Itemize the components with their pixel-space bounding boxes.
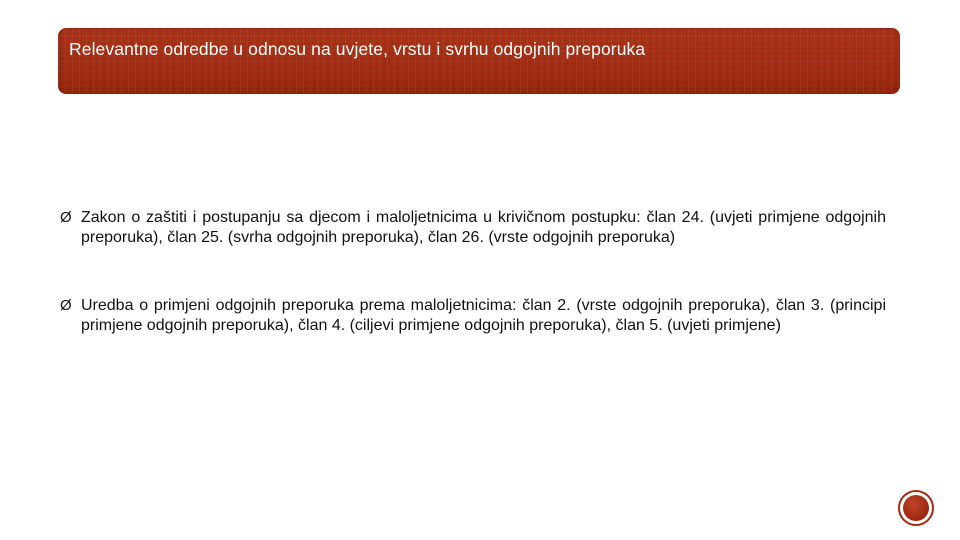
- list-item: [60, 208, 886, 248]
- list-item: [60, 296, 886, 336]
- arrow-bullet-icon: Ø: [60, 297, 72, 314]
- arrow-bullet-icon: Ø: [60, 209, 72, 226]
- bullet-list: [60, 208, 886, 384]
- slide-title: Relevantne odredbe u odnosu na uvjete, vrstu i svrhu odgojnih preporuka: [69, 39, 646, 59]
- circle-badge-icon: [898, 490, 934, 526]
- bullet-text: Zakon o zaštiti i postupanju sa djecom i maloljetnicima u krivičnom postupku: član 24. (uvjeti primjene odgojnih preporuka), član 25. (svrha odgojnih preporuka), član 26. (vrste odgojnih preporuka): [81, 209, 886, 246]
- badge-fill: [903, 495, 929, 521]
- bullet-text: Uredba o primjeni odgojnih preporuka prema maloljetnicima: član 2. (vrste odgojnih preporuka), član 3. (principi primjene odgojnih preporuka), član 4. (ciljevi primjene odgojnih preporuka), član 5. (uvjeti primjene): [81, 297, 886, 334]
- title-banner: [58, 28, 900, 94]
